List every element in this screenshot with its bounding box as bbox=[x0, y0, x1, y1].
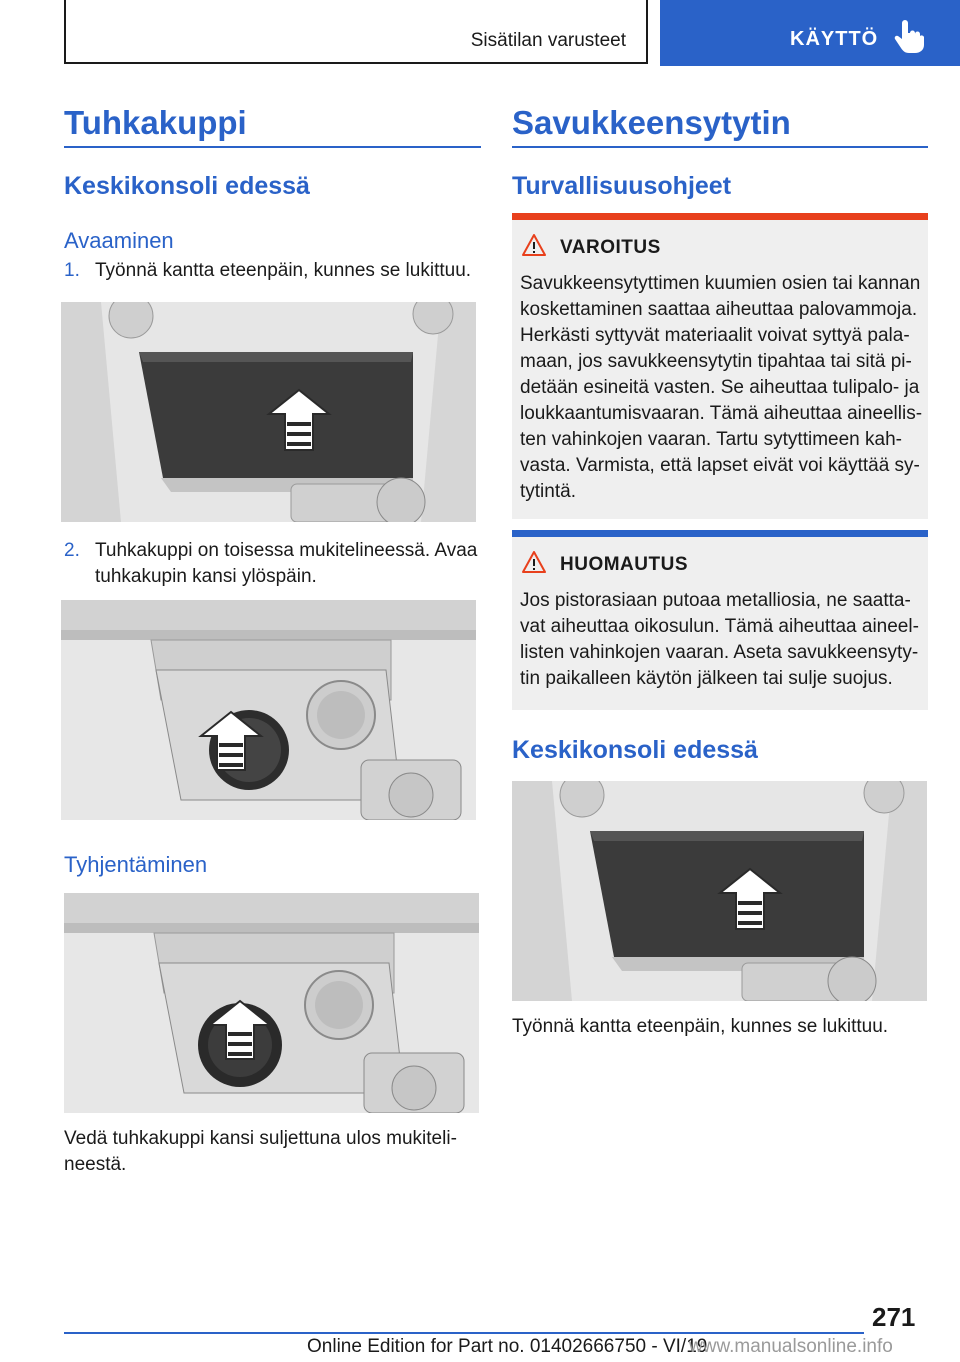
watermark-text: www.manualsonline.info bbox=[689, 1336, 893, 1357]
step-text: Työnnä kantta eteenpäin, kunnes se lukittuu. bbox=[95, 260, 472, 281]
pointing-hand-icon bbox=[892, 20, 926, 54]
step-number: 1. bbox=[64, 260, 80, 281]
notice-bar bbox=[512, 530, 928, 537]
page-number: 271 bbox=[872, 1302, 916, 1332]
warning-triangle-icon bbox=[522, 233, 546, 257]
ashtray-removal-illustration bbox=[64, 893, 479, 1113]
console-text: Työnnä kantta eteenpäin, kunnes se lukittuu. bbox=[512, 1016, 889, 1037]
header-chapter-tab bbox=[660, 0, 960, 66]
console-lid-closed-illustration bbox=[61, 302, 476, 522]
emptying-heading: Tyhjentäminen bbox=[64, 852, 208, 877]
front-console-heading-right: Keskikonsoli edessä bbox=[512, 736, 758, 764]
emptying-text: Vedä tuhkakuppi kansi suljettuna ulos mukitelineestä. bbox=[64, 1128, 457, 1175]
step-number: 2. bbox=[64, 540, 80, 561]
warning-title: VAROITUS bbox=[560, 237, 661, 258]
front-console-heading: Keskikonsoli edessä bbox=[64, 172, 310, 200]
title-rule bbox=[64, 146, 481, 148]
notice-body: Jos pistorasiaan putoaa metalliosia, ne saattavat aiheuttaa oikosulun. Tämä aiheuttaa aineellisten vahinkojen vaaran. Aseta savukkeensytytin paikalleen käytön jälkeen tai sulje suojus. bbox=[520, 590, 919, 689]
console-lid-illustration-right bbox=[512, 781, 927, 1001]
safety-heading: Turvallisuusohjeet bbox=[512, 172, 732, 200]
header-section-tab bbox=[64, 0, 648, 64]
ashtray-title: Tuhkakuppi bbox=[64, 104, 247, 141]
warning-bar bbox=[512, 213, 928, 220]
caution-notice bbox=[512, 530, 928, 710]
warning-triangle-icon bbox=[522, 550, 546, 574]
header-section-title: Sisätilan varusteet bbox=[470, 30, 626, 51]
lighter-title: Savukkeensytytin bbox=[512, 104, 791, 141]
step-text: Tuhkakuppi on toisessa mukitelineessä. Avaa tuhkakupin kansi ylöspäin. bbox=[95, 540, 478, 587]
header-chapter-title: KÄYTTÖ bbox=[790, 28, 879, 50]
warning-notice bbox=[512, 213, 928, 519]
ashtray-in-cupholder-illustration bbox=[61, 600, 476, 820]
notice-title: HUOMAUTUS bbox=[560, 554, 688, 575]
warning-body: Savukkeensytyttimen kuumien osien tai kannan koskettaminen saattaa aiheuttaa palovammoja. Herkästi syttyvät materiaalit voivat syttyä palamaan, jos savukkeensytytin tipahtaa tai sitä pidetään esineitä vasten. Se aiheuttaa tulipalo- ja loukkaantumisvaaran. Tämä aiheuttaa aineellisten vahinkojen vaaran. Tartu sytyttimeen kahvasta. Varmista, että lapset eivät voi käyttää sytytintä. bbox=[520, 273, 923, 502]
edition-text: Online Edition for Part no. 01402666750 - VI/19 bbox=[307, 1336, 708, 1357]
opening-heading: Avaaminen bbox=[64, 228, 174, 253]
title-rule bbox=[512, 146, 928, 148]
footer-rule bbox=[64, 1332, 864, 1334]
